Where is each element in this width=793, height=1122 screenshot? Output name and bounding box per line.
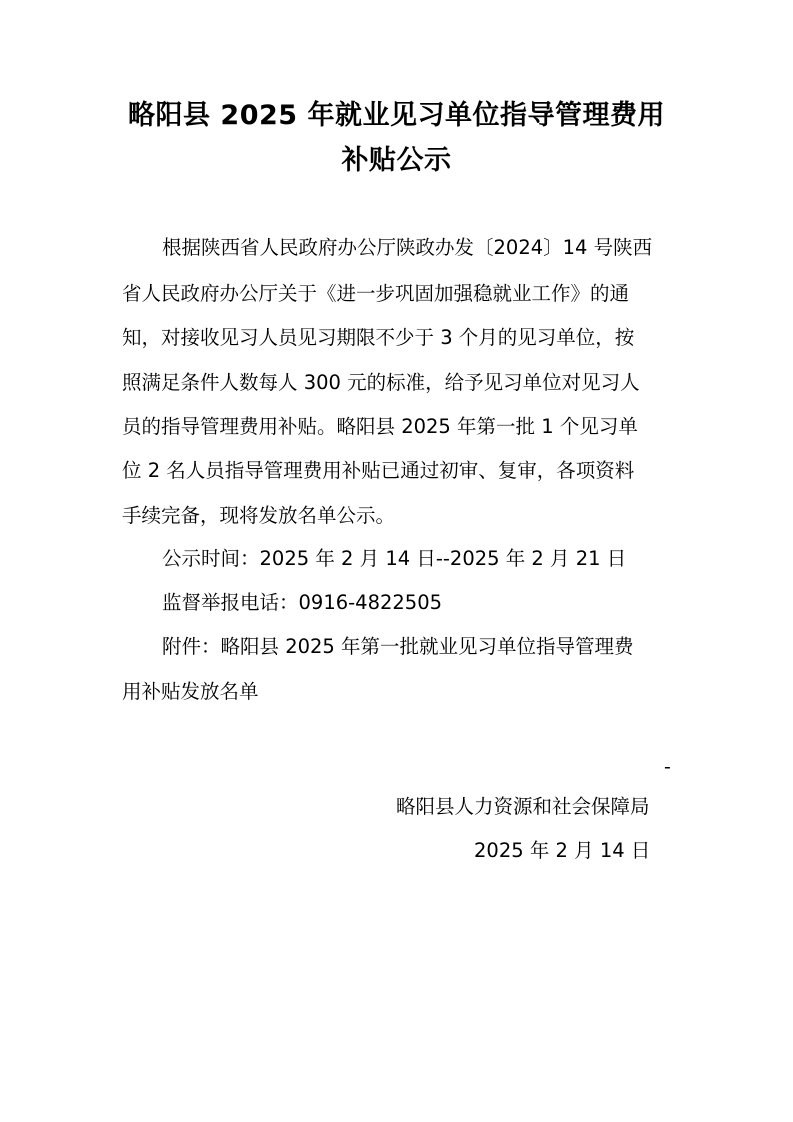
body-line-4: 照满足条件人数每人 300 元的标准，给予见习单位对见习人 — [122, 371, 640, 394]
body-line-5: 员的指导管理费用补贴。略阳县 2025 年第一批 1 个见习单 — [122, 415, 638, 438]
issue-date: 2025 年 2 月 14 日 — [474, 839, 651, 862]
body-line-7: 手续完备，现将发放名单公示。 — [122, 504, 396, 527]
body-line-2: 省人民政府办公厅关于《进一步巩固加强稳就业工作》的通 — [122, 282, 630, 305]
hotline: 监督举报电话：0916-4822505 — [162, 591, 443, 614]
attachment-line-2: 用补贴发放名单 — [122, 680, 259, 703]
document-title-line1: 略阳县 2025 年就业见习单位指导管理费用 — [128, 100, 665, 131]
attachment-line-1: 附件：略阳县 2025 年第一批就业见习单位指导管理费 — [162, 635, 634, 658]
issuer-name: 略阳县人力资源和社会保障局 — [396, 795, 650, 818]
body-line-1: 根据陕西省人民政府办公厅陕政办发〔2024〕14 号陕西 — [162, 236, 653, 259]
notice-time: 公示时间：2025 年 2 月 14 日--2025 年 2 月 21 日 — [162, 547, 627, 570]
body-line-6: 位 2 名人员指导管理费用补贴已通过初审、复审，各项资料 — [122, 459, 635, 482]
body-line-3: 知，对接收见习人员见习期限不少于 3 个月的见习单位，按 — [122, 326, 635, 349]
dash-mark: - — [664, 756, 671, 778]
document-title-line2: 补贴公示 — [341, 145, 452, 176]
